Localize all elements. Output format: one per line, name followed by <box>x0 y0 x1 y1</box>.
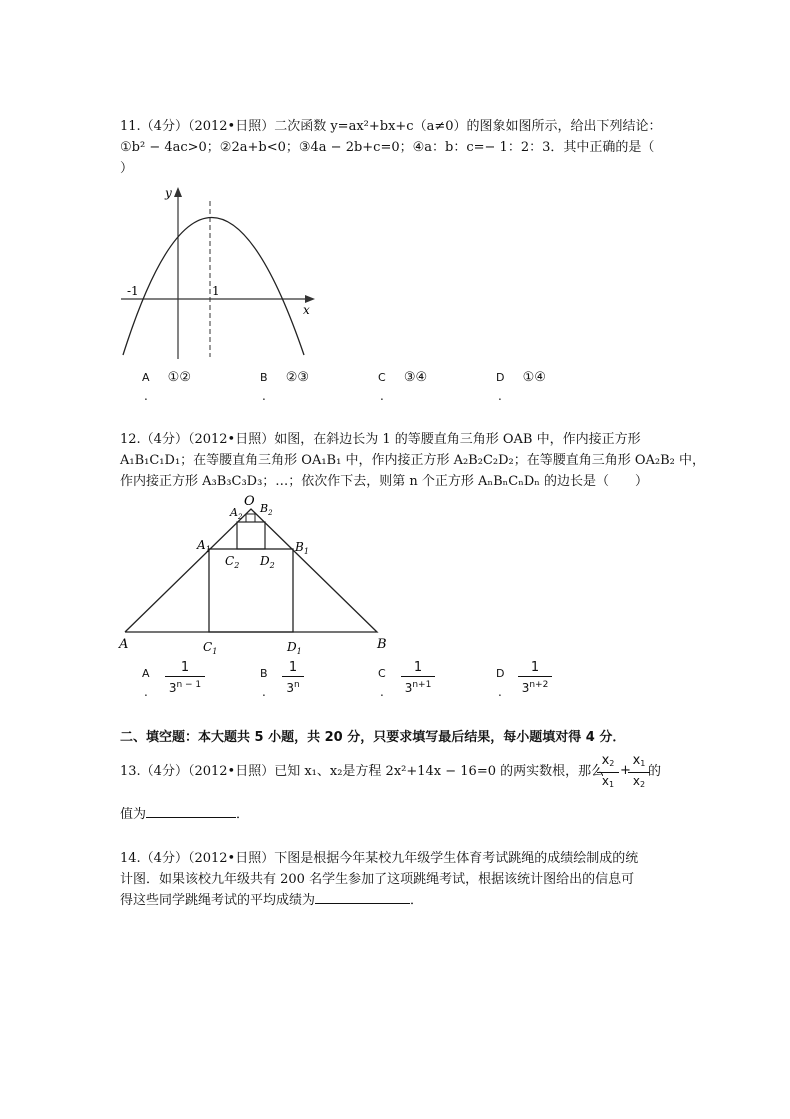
q12-option-d-letter[interactable]: D <box>496 667 505 680</box>
label-b1: $B_1$ <box>295 540 309 556</box>
q11-option-b[interactable]: B ②③ <box>260 370 309 385</box>
square-3 <box>246 514 255 522</box>
label-b2: $B_2$ <box>260 502 273 517</box>
q12-option-c-fraction[interactable]: 1 $3^{n+1}$ <box>401 660 435 696</box>
triangle-oab <box>125 509 377 632</box>
q12-option-b-fraction[interactable]: 1 3$^n$ <box>282 660 304 696</box>
label-c1: $C_1$ <box>203 640 218 656</box>
neg1-label: -1 <box>127 284 139 298</box>
q13-fraction-2: $x_1$ $x_2$ <box>628 753 650 793</box>
q12-option-a-fraction[interactable]: 1 $3^{n - 1}$ <box>165 660 205 696</box>
one-label: 1 <box>212 284 220 298</box>
label-d1: $D_1$ <box>287 640 302 656</box>
label-a2: $A_2$ <box>230 506 243 521</box>
label-d2: $D_2$ <box>260 554 275 570</box>
q13-answer-blank[interactable] <box>146 817 236 818</box>
q13-line1: 13.（4分）（2012•日照）已知 x₁、x₂是方程 2x²+14x − 16=0 的两实数根，那么 <box>120 764 605 779</box>
y-axis-arrow <box>174 187 182 197</box>
label-o: O <box>244 494 255 509</box>
label-c2: $C_2$ <box>225 554 240 570</box>
q11-option-d[interactable]: D ①④ <box>496 370 546 385</box>
q12-line2: A₁B₁C₁D₁；在等腰直角三角形 OA₁B₁ 中，作内接正方形 A₂B₂C₂D₂；在等腰直角三角形 OA₂B₂ 中， <box>120 453 706 468</box>
q12-option-b-letter[interactable]: B <box>260 667 268 680</box>
q14-line3: 得这些同学跳绳考试的平均成绩为 ． <box>120 893 424 908</box>
y-label: y <box>165 186 172 200</box>
label-b: B <box>377 637 387 652</box>
q11-parabola-graph <box>115 183 325 363</box>
q12-line1: 12.（4分）（2012•日照）如图，在斜边长为 1 的等腰直角三角形 OAB 中，作内接正方形 <box>120 432 641 447</box>
q14-line1: 14.（4分）（2012•日照）下图是根据今年某校九年级学生体育考试跳绳的成绩绘制成的统 <box>120 851 639 866</box>
q13-fraction-1: $x_2$ $x_1$ <box>597 753 619 793</box>
square-2 <box>237 522 265 549</box>
q13-plus: + <box>620 763 631 778</box>
q12-option-c-letter[interactable]: C <box>378 667 386 680</box>
x-label: x <box>303 303 310 317</box>
q14-line2: 计图．如果该校九年级共有 200 名学生参加了这项跳绳考试，根据该统计图给出的信息可 <box>120 872 635 887</box>
q12-option-d-fraction[interactable]: 1 $3^{n+2}$ <box>518 660 552 696</box>
q11-line1: 11.（4分）（2012•日照）二次函数 y=ax²+bx+c（a≠0）的图象如图所示，给出下列结论： <box>120 119 662 134</box>
q11-option-a[interactable]: A ①② <box>142 370 191 385</box>
square-1 <box>209 549 293 632</box>
q12-triangle-figure <box>115 492 395 657</box>
label-a: A <box>119 637 129 652</box>
q13-line2: 值为 ． <box>120 807 250 822</box>
q13-line1-tail: 的 <box>648 764 662 779</box>
q14-answer-blank[interactable] <box>315 903 410 904</box>
q12-line3: 作内接正方形 A₃B₃C₃D₃；…；依次作下去，则第 n 个正方形 AₙBₙCₙDₙ 的边长是（ ） <box>120 474 648 489</box>
label-a1: $A_1$ <box>197 538 211 554</box>
q12-option-a-letter[interactable]: A <box>142 667 150 680</box>
x-axis-arrow <box>305 295 315 303</box>
section-2-title: 二、填空题：本大题共 5 小题，共 20 分，只要求填写最后结果，每小题填对得 4 分． <box>120 730 626 745</box>
q11-option-c[interactable]: C ③④ <box>378 370 428 385</box>
q11-line2: ①b² − 4ac>0；②2a+b<0；③4a − 2b+c=0；④a：b：c=− 1：2：3．其中正确的是（ <box>120 140 655 155</box>
q11-line3: ） <box>120 161 134 176</box>
